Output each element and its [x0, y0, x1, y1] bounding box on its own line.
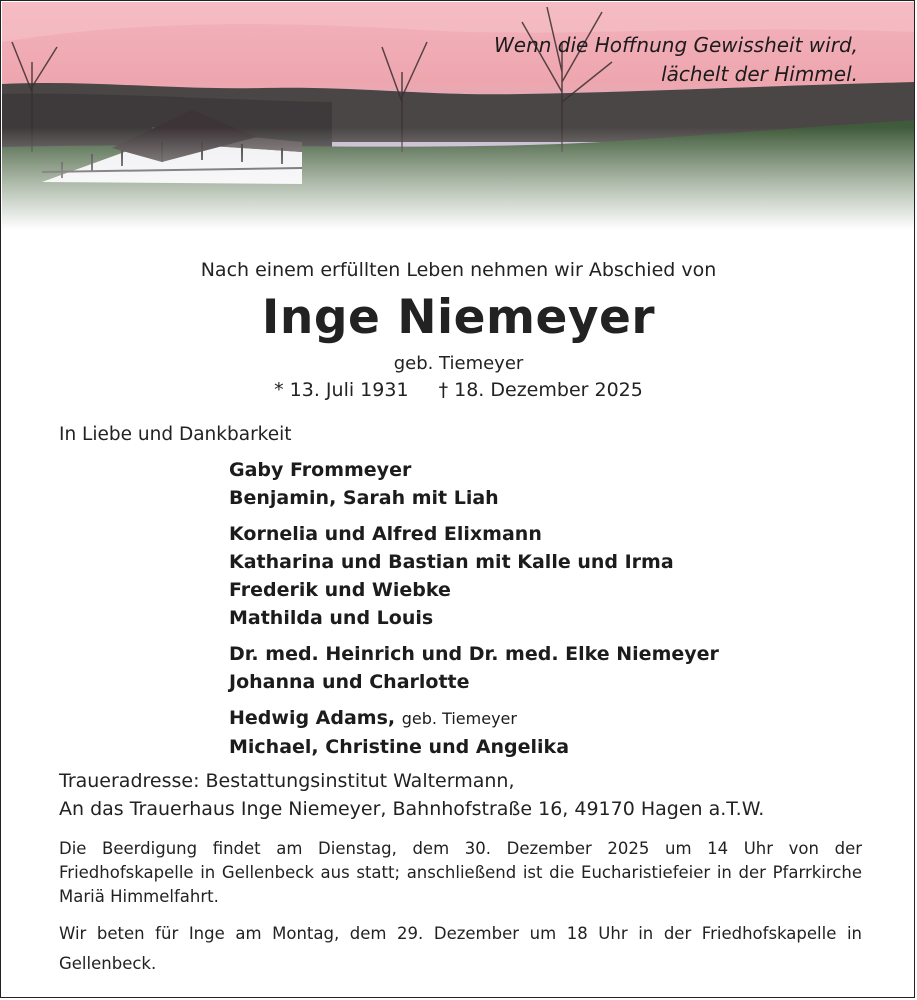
mourner-line: Katharina und Bastian mit Kalle und Irma	[229, 551, 674, 573]
address-line-1: Traueradresse: Bestattungsinstitut Waltermann,	[59, 770, 515, 792]
mourner-group	[229, 640, 719, 696]
intro-text: Nach einem erfüllten Leben nehmen wir Abschied von	[200, 259, 717, 281]
mourner-line: Mathilda und Louis	[229, 607, 434, 629]
address-line-2: An das Trauerhaus Inge Niemeyer, Bahnhofstraße 16, 49170 Hagen a.T.W.	[59, 798, 765, 820]
mourner-group	[229, 456, 719, 512]
mourner-birth-name: geb. Tiemeyer	[401, 709, 517, 728]
mourner-group	[229, 520, 719, 632]
quote-line-1: Wenn die Hoffnung Gewissheit wird,	[494, 33, 858, 57]
death-date: † 18. Dezember 2025	[438, 379, 643, 401]
deceased-name: Inge Niemeyer	[261, 290, 656, 345]
mourner-group	[229, 704, 719, 761]
mourner-line: Frederik und Wiebke	[229, 579, 451, 601]
prayer-details: Wir beten für Inge am Montag, dem 29. Dezember um 18 Uhr in der Friedhofskapelle in Gellenbeck.	[59, 924, 862, 973]
life-dates	[1, 379, 915, 401]
mourner-line	[229, 704, 719, 733]
mourners-list	[229, 456, 719, 769]
mourner-name: Hedwig Adams,	[229, 707, 396, 729]
mourner-line: Dr. med. Heinrich und Dr. med. Elke Niemeyer	[229, 643, 719, 665]
quote-line-2: lächelt der Himmel.	[661, 62, 858, 86]
mourner-line: Johanna und Charlotte	[229, 671, 470, 693]
epigraph-quote	[494, 31, 858, 89]
funeral-details: Die Beerdigung findet am Dienstag, dem 30. Dezember 2025 um 14 Uhr von der Friedhofskapelle in Gellenbeck aus statt; anschließend ist die Eucharistiefeier in der Pfarrkirche Mariä Himmelfahrt.	[59, 839, 862, 906]
mourning-address	[59, 767, 764, 823]
birth-date: * 13. Juli 1931	[274, 379, 409, 401]
mourner-line: Michael, Christine und Angelika	[229, 736, 570, 758]
mourner-line: Benjamin, Sarah mit Liah	[229, 487, 499, 509]
mourners-heading: In Liebe und Dankbarkeit	[59, 424, 292, 445]
birth-name: geb. Tiemeyer	[393, 353, 524, 374]
mourner-line: Kornelia und Alfred Elixmann	[229, 523, 542, 545]
mourner-line: Gaby Frommeyer	[229, 459, 412, 481]
